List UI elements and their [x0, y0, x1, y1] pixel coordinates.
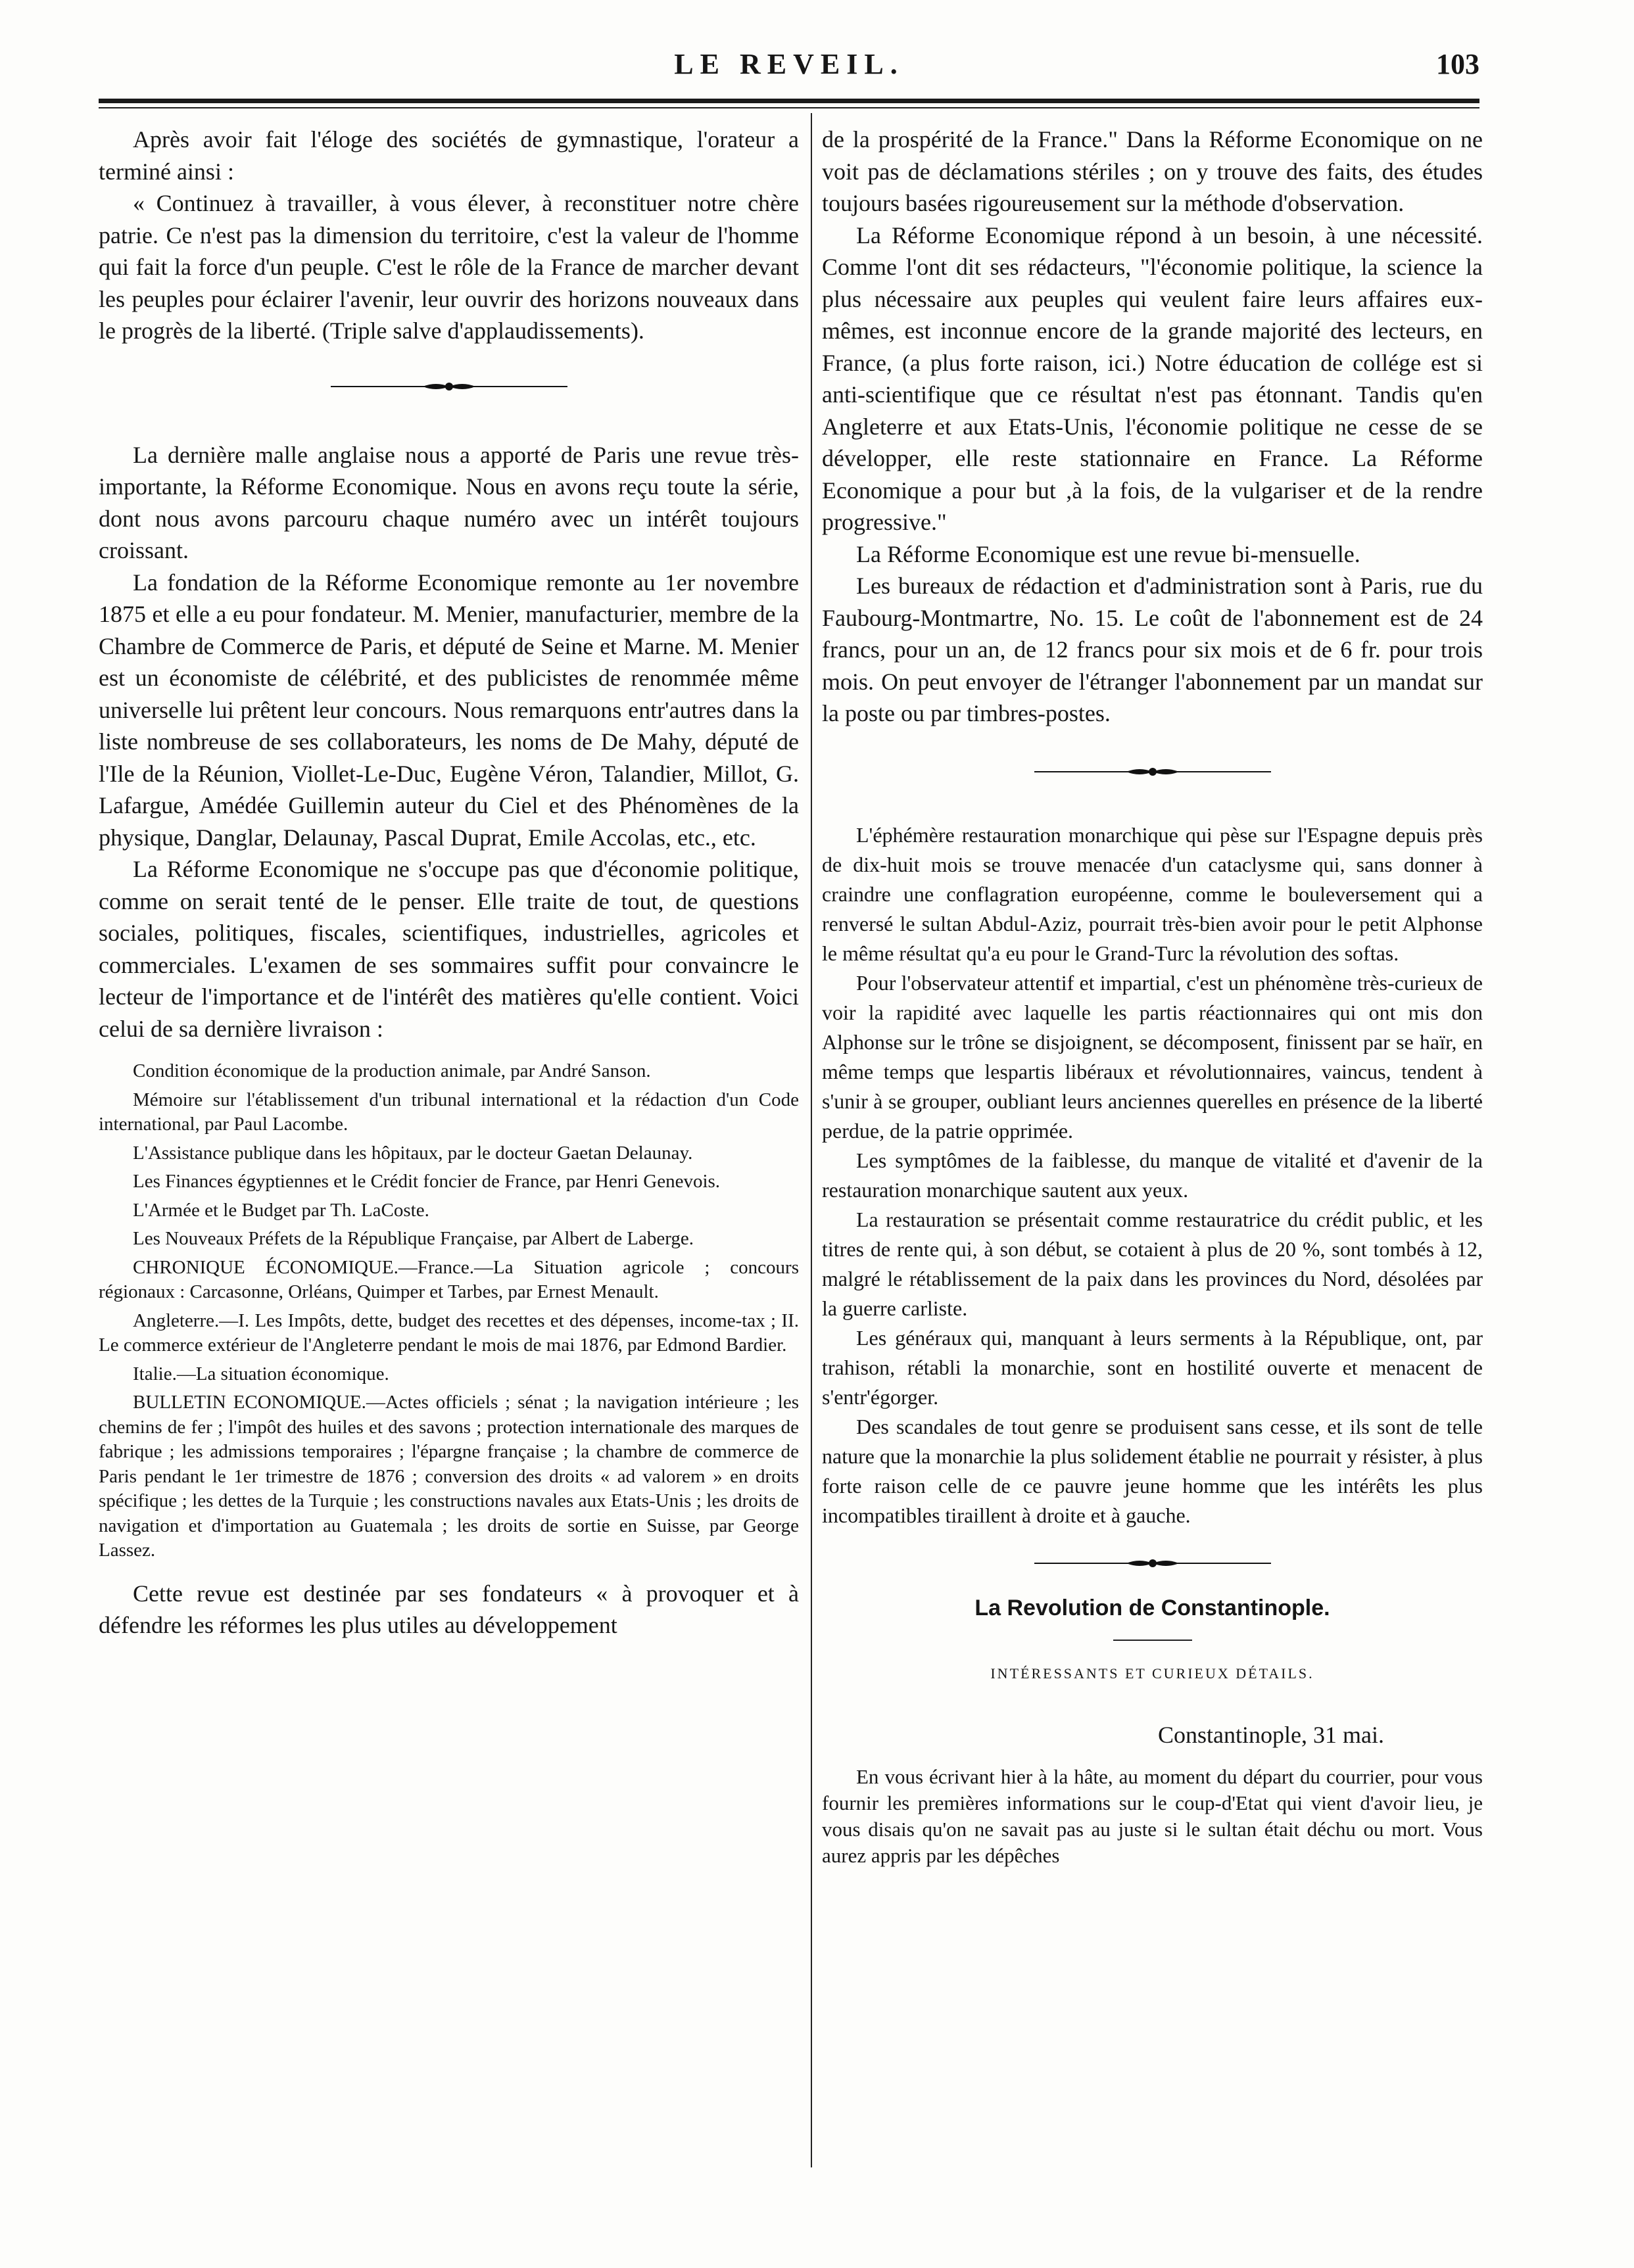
title-rule [1113, 1640, 1192, 1641]
right-column [822, 124, 1483, 1873]
paragraph: L'éphémère restauration monarchique qui pèse sur l'Espagne depuis près de dix-huit mois se trouve menacée d'un cataclysme qui, sans donner à craindre une conflagration européenne, comme le bouleversement qui a renversé le sultan Abdul-Aziz, pourrait très-bien avoir pour le petit Alphonse le même résultat qu'a eu pour le Grand-Turc la révolution des softas. [822, 822, 1483, 965]
running-title: LE REVEIL. [674, 48, 904, 80]
paragraph: « Continuez à travailler, à vous élever, à reconstituer notre chère patrie. Ce n'est pas la dimension du territoire, c'est la valeur de l'homme qui fait la force d'un peuple. C'est le rôle de la France de marcher devant les peuples pour éclairer l'avenir, leur ouvrir des horizons nouveaux dans le progrès de la liberté. (Triple salve d'applaudissements). [99, 190, 799, 344]
list-item: L'Armée et le Budget par Th. LaCoste. [133, 1199, 429, 1221]
ornament-divider-icon [1028, 1550, 1278, 1576]
paragraph: de la prospérité de la France." Dans la Réforme Economique on ne voit pas de déclamations stériles ; on y trouve des faits, des études toujours basées rigoureusement sur la méthode d'observation. [822, 126, 1483, 216]
section-subtitle: INTÉRESSANTS ET CURIEUX DÉTAILS. [990, 1665, 1314, 1682]
list-item: Condition économique de la production animale, par André Sanson. [133, 1060, 651, 1081]
paragraph: Les symptômes de la faiblesse, du manque de vitalité et d'avenir de la restauration monarchique sautent aux yeux. [822, 1148, 1483, 1202]
contents-list [99, 1059, 799, 1563]
list-item: Mémoire sur l'établissement d'un tribunal international et la rédaction d'un Code international, par Paul Lacombe. [99, 1089, 799, 1135]
page-number: 103 [1436, 48, 1479, 80]
paragraph: Les généraux qui, manquant à leurs serments à la République, ont, par trahison, rétabli la monarchie, sont en hostilité ouverte et menacent de s'entr'égorger. [822, 1325, 1483, 1409]
constantinople-article [822, 1764, 1483, 1869]
section-title: La Revolution de Constantinople. [974, 1595, 1330, 1620]
ornament-divider-icon [1028, 759, 1278, 785]
paragraph: Des scandales de tout genre se produisent sans cesse, et ils sont de telle nature que la monarchie la plus solidement établie ne pourrait y résister, à plus forte raison celle de ce pauvre jeune homme que les intérêts les plus incompatibles tiraillent à droite et à gauche. [822, 1414, 1483, 1527]
list-item: L'Assistance publique dans les hôpitaux, par le docteur Gaetan Delaunay. [133, 1142, 693, 1164]
header-rule-thin [99, 107, 1479, 108]
list-item: BULLETIN ECONOMIQUE.—Actes officiels ; sénat ; la navigation intérieure ; les chemins de fer ; l'impôt des huiles et des savons ; protection internationale des marques de fabrique ; les admissions temporaires ; l'épargne française ; la chambre de commerce de Paris pendant le 1er trimestre de 1876 ; conversion des droits « ad valorem » en droits spécifique ; les dettes de la Turquie ; les constructions navales aux Etats-Unis ; les droits de navigation et d'importation au Guatemala ; les droits de sortie en Suisse, par George Lassez. [99, 1392, 799, 1561]
paragraph: Cette revue est destinée par ses fondateurs « à provoquer et à défendre les réformes les plus utiles au développement [99, 1580, 799, 1638]
paragraph: La Réforme Economique est une revue bi-mensuelle. [856, 540, 1360, 567]
list-item: CHRONIQUE ÉCONOMIQUE.—France.—La Situation agricole ; concours régionaux : Carcasonne, Orléans, Quimper et Tarbes, par Ernest Menault. [99, 1256, 799, 1302]
paragraph: Pour l'observateur attentif et impartial, c'est un phénomène très-curieux de voir la rapidité avec laquelle les partis réactionnaires qui ont mis don Alphonse sur le trône se disjoignent, se décomposent, finissent par se haïr, en même temps que lespartis libéraux et révolutionnaires, vaincus, tendent à s'unir à se grouper, oubliant leurs anciennes querelles en présence de la liberté perdue, de la patrie opprimée. [822, 970, 1483, 1143]
ornament-divider-icon [324, 373, 574, 400]
dateline: Constantinople, 31 mai. [1158, 1721, 1384, 1748]
list-item: Les Nouveaux Préfets de la République Française, par Albert de Laberge. [133, 1228, 694, 1249]
paragraph: La Réforme Economique répond à un besoin, à une nécessité. Comme l'ont dit ses rédacteurs, "l'économie politique, la science la plus nécessaire aux peuples qui veulent faire leurs affaires eux-mêmes, est inconnue encore de la grande majorité des lecteurs, en France, (a plus forte raison, ici.) Notre éducation de collége est si anti-scientifique que ce résultat n'est pas étonnant. Tandis qu'en Angleterre et aux Etats-Unis, l'économie politique ne cesse de se développer, elle reste stationnaire en France. La Réforme Economique a pour but ,à la fois, de la vulgariser et de la rendre progressive." [822, 222, 1483, 535]
paragraph: La restauration se présentait comme restauratrice du crédit public, et les titres de rente qui, à son début, se cotaient à plus de 20 %, sont tombés à 12, malgré le rétablissement de la paix dans les provinces du Nord, désolées par la guerre carliste. [822, 1207, 1483, 1320]
header-rule-thick [99, 99, 1479, 103]
espagne-article [822, 820, 1483, 1530]
list-item: Les Finances égyptiennes et le Crédit foncier de France, par Henri Genevois. [133, 1171, 721, 1192]
list-item: Italie.—La situation économique. [133, 1363, 389, 1384]
paragraph: La fondation de la Réforme Economique remonte au 1er novembre 1875 et elle a eu pour fondateur. M. Menier, manufacturier, membre de la Chambre de Commerce de Paris, et député de Seine et Marne. M. Menier est un économiste de célébrité, et des publicistes de renommée même universelle lui prêtent leur concours. Nous remarquons entr'autres dans la liste nombreuse de ses collaborateurs, les noms de De Mahy, député de l'Ile de la Réunion, Viollet-Le-Duc, Eugène Véron, Talandier, Millot, G. Lafargue, Amédée Guillemin auteur du Ciel et des Phénomènes de la physique, Danglar, Delaunay, Pascal Duprat, Emile Accolas, etc., etc. [99, 569, 799, 851]
left-column [99, 124, 799, 1642]
paragraph: La dernière malle anglaise nous a apporté de Paris une revue très-importante, la Réforme Economique. Nous en avons reçu toute la série, dont nous avons parcouru chaque numéro avec un intérêt toujours croissant. [99, 441, 799, 563]
list-item: Angleterre.—I. Les Impôts, dette, budget des recettes et des dépenses, income-tax ; II. Le commerce extérieur de l'Angleterre pendant le mois de mai 1876, par Edmond Bardier. [99, 1310, 799, 1356]
paragraph: Les bureaux de rédaction et d'administration sont à Paris, rue du Faubourg-Montmartre, No. 15. Le coût de l'abonnement est de 24 francs, pour un an, de 12 francs pour six mois et de 6 fr. pour trois mois. On peut envoyer de l'étranger l'abonnement par un mandat sur la poste ou par timbres-postes. [822, 573, 1483, 726]
paragraph: Après avoir fait l'éloge des sociétés de gymnastique, l'orateur a terminé ainsi : [99, 126, 799, 185]
page-header [99, 38, 1479, 97]
paragraph: En vous écrivant hier à la hâte, au moment du départ du courrier, pour vous fournir les premières informations sur le coup-d'Etat qui vient d'avoir lieu, je vous disais qu'on ne savait pas au juste si le sultan était déchu ou mort. Vous aurez appris par les dépêches [822, 1765, 1483, 1867]
paragraph: La Réforme Economique ne s'occupe pas que d'économie politique, comme on serait tenté de le penser. Elle traite de tout, de questions sociales, politiques, fiscales, scientifiques, industrielles, agricoles et commerciales. L'examen de ses sommaires suffit pour convaincre le lecteur de l'importance et de l'intérêt des matières qu'elle contient. Voici celui de sa dernière livraison : [99, 856, 799, 1042]
column-divider [811, 113, 812, 2167]
